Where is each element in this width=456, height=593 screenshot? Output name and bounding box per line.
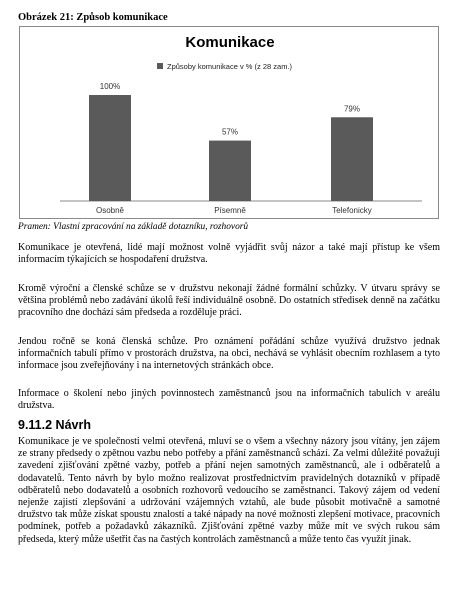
category-label-0: Osobně: [95, 206, 125, 215]
data-label-0: 100%: [99, 82, 121, 91]
source-note: Pramen: Vlastní zpracování na základě dotazníku, rozhovorů: [18, 222, 249, 232]
category-label-1: Písemně: [214, 206, 246, 215]
paragraph-2: Kromě výroční a členské schůze se v družstvu nekonají žádné formální schůzky. V útvaru správy se většina problémů nebo zadávání úkolů řeší individuálně osobně. Do ostatních středisek denně na začátku pracovního dne dochází sám předseda a rozděluje práci.: [18, 283, 440, 319]
communication-chart: [19, 26, 439, 219]
legend-entry: Způsoby komunikace v % (z 28 zam.): [167, 62, 293, 71]
chart-title: Komunikace: [185, 34, 275, 51]
data-label-1: 57%: [221, 127, 239, 137]
data-label-2: 79%: [343, 104, 361, 114]
bar-0: [89, 95, 131, 201]
bar-1: [209, 141, 251, 201]
paragraph-1: Komunikace je otevřená, lidé mají možnost volně vyjádřit svůj názor a také mají přístup ke všem informacím týkajících se hospodaření družstva.: [18, 242, 440, 266]
category-label-2: Telefonicky: [332, 206, 372, 215]
figure-caption: Obrázek 21: Způsob komunikace: [18, 12, 168, 23]
section-heading: 9.11.2 Návrh: [18, 418, 91, 432]
chart-canvas: [20, 27, 440, 220]
paragraph-3: Jendou ročně se koná členská schůze. Pro oznámení pořádání schůze využívá družstvo jednak informačních tabulí přímo v prostorách družstva, na obci, nechává se vyhlásit obecním rozhlasem a tyto informace jsou zveřejňovány i na internetových stránkách obce.: [18, 336, 440, 372]
legend-swatch: [157, 63, 163, 69]
paragraph-4: Informace o školení nebo jiných povinnostech zaměstnanců jsou na informačních tabulích v areálu družstva.: [18, 388, 440, 412]
section-paragraph: Komunikace je ve společnosti velmi otevřená, mluví se o všem a všechny názory jsou vítány, jen zájem ze strany předsedy o zpětnou vazbu nebo potřeby a přání zaměstnanců schází. Za velmi důležité považuji zavedení zjišťování zpětné vazby, potřeb a přání nejen samotných zaměstnanců, ale i odběratelů a dodavatelů. Tento návrh by bylo možno realizovat prostřednictvím pravidelných dotazníků v případě odběratelů nebo dodavatelů a osobních rozhovorů vedoucího se zaměstnanci. Takový zájem od vedení nejenže zajistí zlepšování a udržování vzájemných vztahů, ale bude působit motivačně a samotné družstvo tak může získat spoustu znalostí a také nápady na nové možnosti zlepšení motivace, pracovních podmínek, potřeb a požadavků zákazníků. Zjišťování zpětné vazby může mít ve svých rukou sám předseda, který může ušetřit čas na častých kontrolách zaměstnanců a může tento čas využít jinak.: [18, 436, 440, 545]
bars-layer: [89, 82, 373, 215]
bar-2: [331, 117, 373, 201]
